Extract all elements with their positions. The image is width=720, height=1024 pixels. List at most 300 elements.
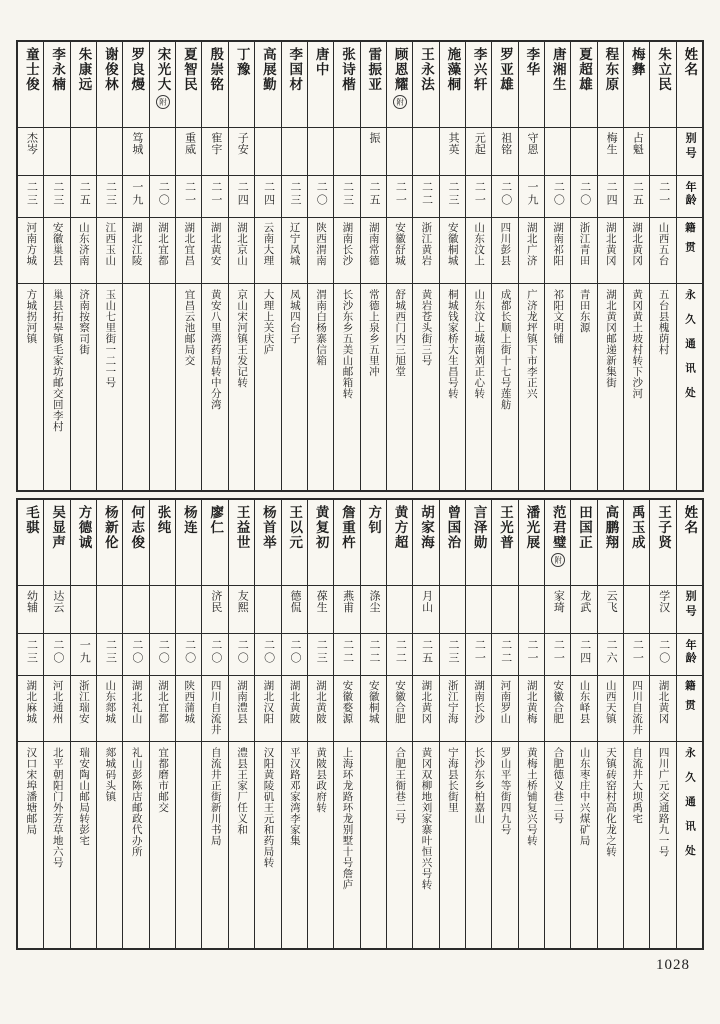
person-native-place-cell — [545, 676, 570, 742]
person-name: 施藻桐 — [445, 47, 461, 92]
header-name-label: 姓名 — [682, 47, 698, 77]
person-alias-cell — [571, 586, 596, 634]
person-alias: 占魁 — [631, 132, 644, 155]
person-age: 二四 — [605, 181, 618, 207]
person-native-place-cell — [334, 218, 359, 284]
person-age: 二三 — [51, 181, 64, 207]
person-native-place: 陕西渭南 — [315, 222, 327, 266]
person-native-place: 浙江瑞安 — [77, 680, 89, 724]
person-native-place: 湖北黄冈 — [657, 680, 669, 724]
person-address-cell — [97, 284, 122, 490]
person-name: 田国正 — [577, 505, 593, 550]
person-native-place-cell — [571, 218, 596, 284]
person-name-cell — [202, 500, 227, 586]
person-address: 黄冈黄土坡村转下沙河 — [631, 289, 643, 399]
person-address: 黄陂县政府转 — [315, 747, 327, 813]
person-native-place-cell — [598, 676, 623, 742]
person-age-cell — [282, 176, 307, 218]
person-native-place: 湖北黄冈 — [631, 222, 643, 266]
person-address: 礼山彭陈店邮政代办所 — [130, 747, 142, 857]
person-age-cell — [150, 634, 175, 676]
person-native-place: 湖北礼山 — [130, 680, 142, 724]
person-age: 二五 — [631, 181, 644, 207]
person-age: 二三 — [315, 639, 328, 665]
person-age: 二〇 — [183, 639, 196, 665]
person-address: 济南按察司街 — [78, 289, 90, 355]
person-address-cell — [334, 742, 359, 948]
person-native-place-cell — [71, 676, 96, 742]
person-name-cell — [387, 42, 412, 128]
person-native-place-cell — [255, 218, 280, 284]
person-native-place: 四川自流井 — [209, 680, 221, 735]
person-native-place-cell — [624, 218, 649, 284]
person-address: 巢县拓皋镇毛家坊邮交回李村 — [51, 289, 63, 432]
person-native-place-cell — [413, 218, 438, 284]
person-address: 黄冈双柳地刘家寨叶恒兴号转 — [420, 747, 432, 890]
person-alias-cell — [624, 128, 649, 176]
person-alias-cell — [123, 128, 148, 176]
person-column — [649, 500, 675, 948]
person-name: 禹玉成 — [629, 505, 645, 550]
person-age-cell — [18, 176, 43, 218]
person-address-cell — [545, 742, 570, 948]
person-name: 方钊 — [366, 505, 382, 535]
person-age-cell — [413, 634, 438, 676]
person-native-place: 湖北宜都 — [156, 680, 168, 724]
person-name-cell — [282, 500, 307, 586]
person-age-cell — [123, 176, 148, 218]
person-age-cell — [466, 176, 491, 218]
person-address-cell — [123, 284, 148, 490]
person-age-cell — [18, 634, 43, 676]
person-alias-cell — [176, 586, 201, 634]
person-name-cell — [440, 42, 465, 128]
person-column — [201, 42, 227, 490]
person-age: 二四 — [236, 181, 249, 207]
person-native-place-cell — [97, 676, 122, 742]
person-name-cell — [334, 500, 359, 586]
person-name: 王子贤 — [656, 505, 672, 550]
person-address-cell — [440, 284, 465, 490]
person-alias-cell — [650, 128, 675, 176]
header-native-place-cell — [677, 676, 702, 742]
person-name-cell — [97, 500, 122, 586]
person-age: 二四 — [262, 181, 275, 207]
person-age-cell — [519, 176, 544, 218]
person-age: 二〇 — [262, 639, 275, 665]
person-native-place: 湖北黄梅 — [525, 680, 537, 724]
person-address-cell — [176, 284, 201, 490]
person-address-cell — [598, 284, 623, 490]
person-age: 二三 — [25, 181, 38, 207]
person-alias-cell — [519, 586, 544, 634]
person-address-cell — [545, 284, 570, 490]
person-alias: 家琦 — [552, 590, 565, 613]
person-name-cell — [150, 42, 175, 128]
person-address-cell — [492, 284, 517, 490]
person-native-place: 江西玉山 — [104, 222, 116, 266]
person-native-place: 山东汶上 — [473, 222, 485, 266]
person-alias-cell — [255, 128, 280, 176]
person-alias-cell — [334, 586, 359, 634]
person-alias: 云飞 — [605, 590, 618, 613]
person-alias-cell — [18, 586, 43, 634]
person-name: 唐湘生 — [550, 47, 566, 92]
person-native-place: 四川彭县 — [499, 222, 511, 266]
person-native-place: 河北通州 — [51, 680, 63, 724]
person-alias-cell — [71, 128, 96, 176]
person-address: 宁海县长街里 — [446, 747, 458, 813]
person-name-cell — [18, 42, 43, 128]
person-age-cell — [624, 634, 649, 676]
person-native-place: 湖南长沙 — [341, 222, 353, 266]
person-age: 二五 — [420, 639, 433, 665]
person-alias: 杰岑 — [25, 132, 38, 155]
header-alias-cell — [677, 128, 702, 176]
person-native-place: 辽宁凤城 — [288, 222, 300, 266]
person-name: 黄复初 — [313, 505, 329, 550]
person-name: 高展勤 — [260, 47, 276, 92]
person-age: 二一 — [473, 639, 486, 665]
person-alias-cell — [150, 128, 175, 176]
person-native-place: 浙江青田 — [578, 222, 590, 266]
person-native-place-cell — [18, 218, 43, 284]
person-address: 玉山七里街一二一号 — [104, 289, 116, 388]
person-age-cell — [97, 634, 122, 676]
person-age-cell — [492, 176, 517, 218]
person-name-cell — [361, 42, 386, 128]
person-native-place-cell — [18, 676, 43, 742]
person-name: 梅彝 — [629, 47, 645, 77]
person-native-place-cell — [229, 218, 254, 284]
person-address: 黄岩苍头街三号 — [420, 289, 432, 366]
person-column — [570, 500, 596, 948]
person-age: 二〇 — [315, 181, 328, 207]
person-native-place-cell — [334, 676, 359, 742]
person-name-cell — [150, 500, 175, 586]
person-column — [465, 42, 491, 490]
person-name-cell — [334, 42, 359, 128]
person-address-cell — [123, 742, 148, 948]
person-address-cell — [598, 742, 623, 948]
person-native-place-cell — [440, 218, 465, 284]
person-address-cell — [150, 742, 175, 948]
person-age: 二五 — [78, 181, 91, 207]
person-address-cell — [413, 284, 438, 490]
person-alias-cell — [387, 128, 412, 176]
person-alias-cell — [71, 586, 96, 634]
person-name: 程东原 — [603, 47, 619, 92]
person-native-place-cell — [202, 676, 227, 742]
person-name-cell — [466, 500, 491, 586]
person-alias: 幼辅 — [25, 590, 38, 613]
person-address-cell — [387, 284, 412, 490]
person-native-place: 安徽合肥 — [552, 680, 564, 724]
person-age: 二一 — [526, 639, 539, 665]
person-address-cell — [308, 284, 333, 490]
person-native-place: 湖南澧县 — [235, 680, 247, 724]
person-address-cell — [519, 284, 544, 490]
person-alias: 寉宇 — [209, 132, 222, 155]
person-alias-cell — [97, 128, 122, 176]
person-alias-cell — [413, 586, 438, 634]
person-column — [360, 500, 386, 948]
header-name-cell — [677, 42, 702, 128]
person-address: 湖北黄冈邮递新集街 — [604, 289, 616, 388]
header-native-place-label: 籍贯 — [683, 680, 695, 719]
person-age: 二三 — [25, 639, 38, 665]
header-native-place-label: 籍贯 — [683, 222, 695, 261]
person-name: 杨首举 — [260, 505, 276, 550]
header-native-place-cell — [677, 218, 702, 284]
person-address-cell — [571, 284, 596, 490]
person-name: 毛骐 — [23, 505, 39, 535]
person-column — [281, 42, 307, 490]
person-age-cell — [545, 176, 570, 218]
person-address-cell — [176, 742, 201, 948]
person-age: 二一 — [394, 181, 407, 207]
person-native-place-cell — [519, 676, 544, 742]
person-native-place: 河南方城 — [25, 222, 37, 266]
person-age-cell — [150, 176, 175, 218]
person-column — [281, 500, 307, 948]
person-column — [491, 500, 517, 948]
person-name: 朱立民 — [656, 47, 672, 92]
person-name-cell — [624, 42, 649, 128]
person-age: 二三 — [447, 181, 459, 207]
header-age-label: 年龄 — [684, 181, 697, 207]
person-column — [307, 500, 333, 948]
person-age-cell — [229, 634, 254, 676]
row-header-column — [676, 42, 702, 490]
person-native-place: 湖南常德 — [367, 222, 379, 266]
person-column — [18, 500, 43, 948]
row-header-column — [676, 500, 702, 948]
header-name-label: 姓名 — [682, 505, 698, 535]
person-column — [43, 500, 69, 948]
person-address: 北平朝阳门外芳草地六号 — [51, 747, 63, 868]
person-name-cell — [229, 500, 254, 586]
person-address: 凤城四台子 — [288, 289, 300, 344]
person-age: 二〇 — [51, 639, 64, 665]
person-name: 言泽勋 — [471, 505, 487, 550]
person-age: 二〇 — [157, 639, 170, 665]
person-native-place: 湖北黄冈 — [604, 222, 616, 266]
person-alias: 龙武 — [578, 590, 591, 613]
person-native-place-cell — [44, 218, 69, 284]
person-address: 自流井大坝禹宅 — [631, 747, 643, 824]
person-alias: 其英 — [447, 132, 459, 155]
person-alias: 守恩 — [526, 132, 539, 155]
person-address: 青田东源 — [578, 289, 590, 333]
person-name: 王永法 — [418, 47, 434, 92]
person-name-cell — [361, 500, 386, 586]
person-address-cell — [519, 742, 544, 948]
person-native-place: 云南大理 — [262, 222, 274, 266]
person-address: 渭南白杨寨信箱 — [315, 289, 327, 366]
person-name: 张诗楷 — [339, 47, 355, 92]
person-column — [544, 42, 570, 490]
person-native-place-cell — [176, 218, 201, 284]
person-address-cell — [440, 742, 465, 948]
person-age: 二四 — [578, 639, 591, 665]
person-alias-cell — [624, 586, 649, 634]
person-native-place-cell — [361, 218, 386, 284]
person-alias-cell — [598, 128, 623, 176]
person-age-cell — [440, 634, 465, 676]
person-native-place: 安徽舒城 — [394, 222, 406, 266]
person-address-cell — [624, 742, 649, 948]
person-name-cell — [519, 500, 544, 586]
person-name-cell — [598, 500, 623, 586]
person-age: 二一 — [183, 181, 196, 207]
person-name-cell — [176, 42, 201, 128]
person-age: 一九 — [130, 181, 143, 207]
person-age-cell — [44, 634, 69, 676]
person-alias-cell — [150, 586, 175, 634]
person-column — [122, 42, 148, 490]
person-age-cell — [598, 176, 623, 218]
person-native-place-cell — [308, 218, 333, 284]
header-alias-label: 别号 — [684, 132, 697, 162]
person-native-place-cell — [440, 676, 465, 742]
person-native-place-cell — [571, 676, 596, 742]
person-address-cell — [71, 742, 96, 948]
person-address-cell — [229, 742, 254, 948]
person-address: 四川广元交通路九一号 — [657, 747, 669, 857]
person-column — [518, 500, 544, 948]
person-native-place: 湖北江陵 — [130, 222, 142, 266]
person-address: 山东枣庄中兴煤矿局 — [578, 747, 590, 846]
person-address: 宜昌云池邮局交 — [183, 289, 195, 366]
person-native-place-cell — [598, 218, 623, 284]
person-age: 一九 — [78, 639, 91, 665]
person-name-cell — [176, 500, 201, 586]
person-column — [570, 42, 596, 490]
person-address: 长沙东乡五美山邮箱转 — [341, 289, 353, 399]
person-native-place-cell — [176, 676, 201, 742]
person-native-place-cell — [123, 218, 148, 284]
person-age: 二三 — [288, 181, 301, 207]
person-name: 李兴轩 — [471, 47, 487, 92]
person-age-cell — [202, 176, 227, 218]
person-age-cell — [308, 176, 333, 218]
person-column — [228, 42, 254, 490]
person-age: 二三 — [341, 181, 354, 207]
person-name-cell — [255, 42, 280, 128]
person-address-cell — [466, 742, 491, 948]
person-age: 二一 — [657, 181, 670, 207]
person-address-cell — [97, 742, 122, 948]
person-name: 詹重杵 — [339, 505, 355, 550]
person-age: 二二 — [341, 639, 354, 665]
person-native-place: 湖北广济 — [525, 222, 537, 266]
person-age: 二三 — [447, 639, 459, 665]
person-name: 殷崇铭 — [208, 47, 224, 92]
person-alias-cell — [545, 128, 570, 176]
person-name-cell — [492, 500, 517, 586]
person-name: 王益世 — [234, 505, 250, 550]
person-age-cell — [71, 634, 96, 676]
person-native-place-cell — [466, 218, 491, 284]
person-address-cell — [282, 284, 307, 490]
header-age-cell — [677, 176, 702, 218]
person-address-cell — [44, 284, 69, 490]
person-address-cell — [387, 742, 412, 948]
person-alias-cell — [18, 128, 43, 176]
person-native-place-cell — [492, 676, 517, 742]
directory-table-bottom — [16, 498, 704, 950]
person-column — [491, 42, 517, 490]
person-age: 二一 — [209, 181, 222, 207]
person-native-place-cell — [202, 218, 227, 284]
person-native-place: 安徽桐城 — [367, 680, 379, 724]
person-column — [518, 42, 544, 490]
person-column — [43, 42, 69, 490]
person-name: 胡家海 — [418, 505, 434, 550]
person-address-cell — [571, 742, 596, 948]
person-alias: 振 — [367, 132, 380, 144]
person-name-cell — [492, 42, 517, 128]
person-alias: 济民 — [209, 590, 222, 613]
person-native-place-cell — [650, 218, 675, 284]
person-native-place: 山东济南 — [77, 222, 89, 266]
person-native-place-cell — [150, 218, 175, 284]
person-column — [649, 42, 675, 490]
person-alias-cell — [123, 586, 148, 634]
person-alias: 友熙 — [236, 590, 249, 613]
person-address-cell — [229, 284, 254, 490]
person-name-cell — [466, 42, 491, 128]
person-alias: 笃城 — [130, 132, 143, 155]
directory-table-top — [16, 40, 704, 492]
person-age: 二二 — [499, 639, 512, 665]
person-address-cell — [650, 742, 675, 948]
person-address-cell — [255, 284, 280, 490]
person-age: 二二 — [394, 639, 407, 665]
person-native-place-cell — [361, 676, 386, 742]
person-name: 夏智民 — [181, 47, 197, 92]
person-age: 二五 — [367, 181, 380, 207]
person-column — [412, 42, 438, 490]
person-address: 广济龙坪镇下市李正兴 — [525, 289, 537, 399]
person-name: 杨新伦 — [102, 505, 118, 550]
person-native-place: 浙江宁海 — [446, 680, 458, 724]
person-age-cell — [308, 634, 333, 676]
person-address-cell — [150, 284, 175, 490]
person-age-cell — [334, 634, 359, 676]
person-address-cell — [492, 742, 517, 948]
person-name: 杨连 — [181, 505, 197, 535]
person-name-cell — [308, 500, 333, 586]
person-address: 常德上泉乡五里冲 — [367, 289, 379, 377]
person-age-cell — [176, 634, 201, 676]
person-alias: 燕甫 — [341, 590, 354, 613]
person-alias: 元起 — [473, 132, 486, 155]
person-address: 京山宋河镇王发记转 — [236, 289, 248, 388]
person-name-cell — [650, 500, 675, 586]
person-name: 丁豫 — [234, 47, 250, 77]
person-age-cell — [650, 176, 675, 218]
person-name-cell — [282, 42, 307, 128]
person-alias: 子安 — [236, 132, 249, 155]
person-column — [597, 42, 623, 490]
person-column — [307, 42, 333, 490]
person-column — [412, 500, 438, 948]
person-address: 成都长顺上街十七号莲舫 — [499, 289, 511, 410]
person-native-place: 湖北黄冈 — [420, 680, 432, 724]
person-address-cell — [650, 284, 675, 490]
